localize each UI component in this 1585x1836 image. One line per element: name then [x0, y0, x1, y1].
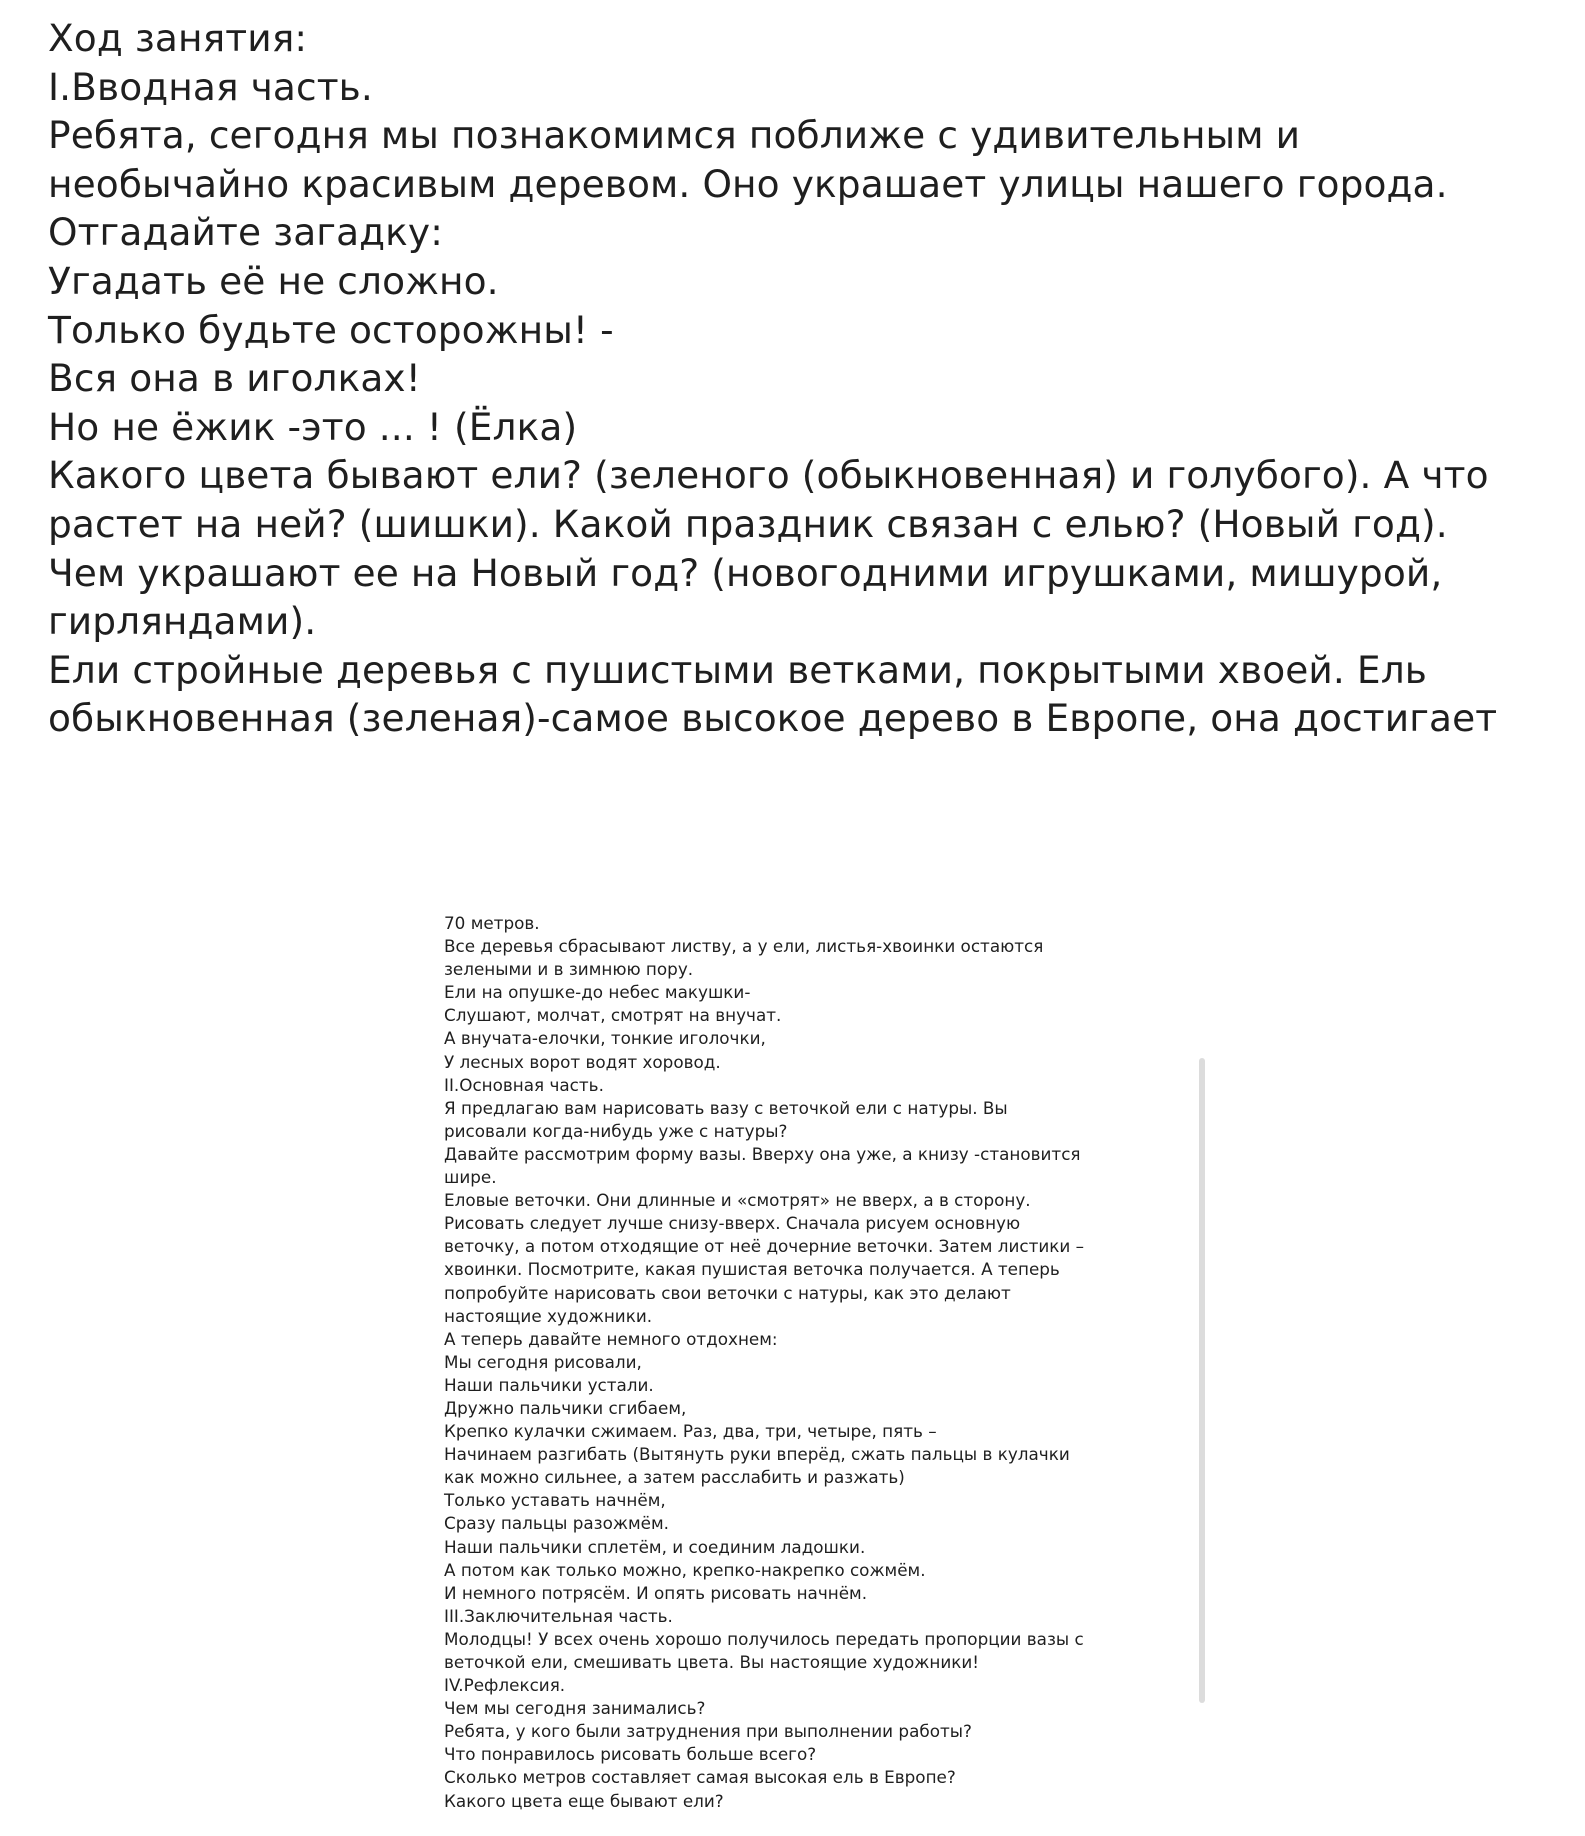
text-line: И немного потрясём. И опять рисовать начнём. — [444, 1582, 868, 1603]
text-line: Какого цвета бывают ели? (зеленого (обыкновенная) и голубого). А что — [48, 453, 1489, 498]
text-line: Наши пальчики устали. — [444, 1374, 654, 1395]
text-line: Наши пальчики сплетём, и соединим ладошки. — [444, 1536, 866, 1557]
text-line: хвоинки. Посмотрите, какая пушистая веточка получается. А теперь — [444, 1259, 1060, 1280]
text-line: Только уставать начнём, — [444, 1490, 666, 1511]
text-line: Я предлагаю вам нарисовать вазу с веточкой ели с натуры. Вы — [444, 1097, 1008, 1118]
text-line: Вся она в иголках! — [48, 356, 421, 401]
text-line: А потом как только можно, крепко-накрепко сожмём. — [444, 1559, 926, 1580]
text-line: Крепко кулачки сжимаем. Раз, два, три, четыре, пять – — [444, 1421, 937, 1442]
text-line: Слушают, молчат, смотрят на внучат. — [444, 1005, 782, 1026]
vertical-scrollbar[interactable] — [1199, 1058, 1205, 1703]
text-line: А теперь давайте немного отдохнем: — [444, 1328, 778, 1349]
text-line: Чем украшают ее на Новый год? (новогодними игрушками, мишурой, — [48, 550, 1443, 595]
text-line: веточкой ели, смешивать цвета. Вы настоящие художники! — [444, 1652, 980, 1672]
text-line: обыкновенная (зеленая)-самое высокое дерево в Европе, она достигает — [48, 696, 1498, 741]
document-top-section — [48, 14, 1568, 743]
text-line: Ели на опушке-до небес макушки- — [444, 982, 751, 1003]
text-line: гирляндами). — [48, 599, 317, 644]
text-line: попробуйте нарисовать свои веточки с натуры, как это делают — [444, 1282, 1011, 1303]
text-line: Молодцы! У всех очень хорошо получилось передать пропорции вазы с — [444, 1628, 1084, 1649]
text-line: необычайно красивым деревом. Оно украшает улицы нашего города. — [48, 161, 1448, 206]
text-line: растет на ней? (шишки). Какой праздник связан с елью? (Новый год). — [48, 501, 1448, 546]
text-line: шире. — [444, 1167, 497, 1188]
text-line: Сколько метров составляет самая высокая ель в Европе? — [444, 1767, 956, 1788]
text-line: II.Основная часть. — [444, 1074, 604, 1095]
text-line: Начинаем разгибать (Вытянуть руки вперёд, сжать пальцы в кулачки — [444, 1444, 1070, 1465]
text-line: I.Вводная часть. — [48, 64, 373, 109]
text-line: IV.Рефлексия. — [444, 1675, 566, 1696]
text-line: III.Заключительная часть. — [444, 1605, 673, 1626]
text-line: Сразу пальцы разожмём. — [444, 1513, 669, 1534]
text-line: Ход занятия: — [48, 16, 308, 60]
text-line: рисовали когда-нибудь уже с натуры? — [444, 1120, 788, 1141]
text-line: Давайте рассмотрим форму вазы. Вверху она уже, а книзу -становится — [444, 1143, 1081, 1164]
text-line: У лесных ворот водят хоровод. — [444, 1051, 721, 1072]
text-line: А внучата-елочки, тонкие иголочки, — [444, 1028, 766, 1049]
text-line: зелеными и в зимнюю пору. — [444, 959, 694, 980]
text-line: Угадать её не сложно. — [48, 258, 499, 303]
text-line: Но не ёжик -это ... ! (Ёлка) — [48, 404, 578, 449]
text-line: 70 метров. — [444, 913, 540, 933]
text-line: Только будьте осторожны! - — [48, 307, 614, 352]
text-line: Рисовать следует лучше снизу-вверх. Сначала рисуем основную — [444, 1213, 1021, 1234]
text-line: Какого цвета еще бывают ели? — [444, 1790, 724, 1811]
text-line: Отгадайте загадку: — [48, 210, 443, 255]
text-line: Все деревья сбрасывают листву, а у ели, листья-хвоинки остаются — [444, 936, 1044, 957]
document-bottom-section — [444, 912, 1164, 1813]
text-line: настоящие художники. — [444, 1305, 653, 1326]
text-line: Ребята, сегодня мы познакомимся поближе с удивительным и — [48, 113, 1301, 158]
text-line: Чем мы сегодня занимались? — [444, 1698, 706, 1719]
text-line: Что понравилось рисовать больше всего? — [444, 1744, 817, 1765]
text-line: веточку, а потом отходящие от неё дочерние веточки. Затем листики – — [444, 1236, 1085, 1257]
text-line: Мы сегодня рисовали, — [444, 1351, 642, 1372]
text-line: Ребята, у кого были затруднения при выполнении работы? — [444, 1721, 972, 1742]
text-line: как можно сильнее, а затем расслабить и разжать) — [444, 1467, 905, 1488]
text-line: Еловые веточки. Они длинные и «смотрят» не вверх, а в сторону. — [444, 1190, 1031, 1211]
text-line: Дружно пальчики сгибаем, — [444, 1397, 687, 1418]
text-line: Ели стройные деревья с пушистыми ветками, покрытыми хвоей. Ель — [48, 647, 1427, 692]
